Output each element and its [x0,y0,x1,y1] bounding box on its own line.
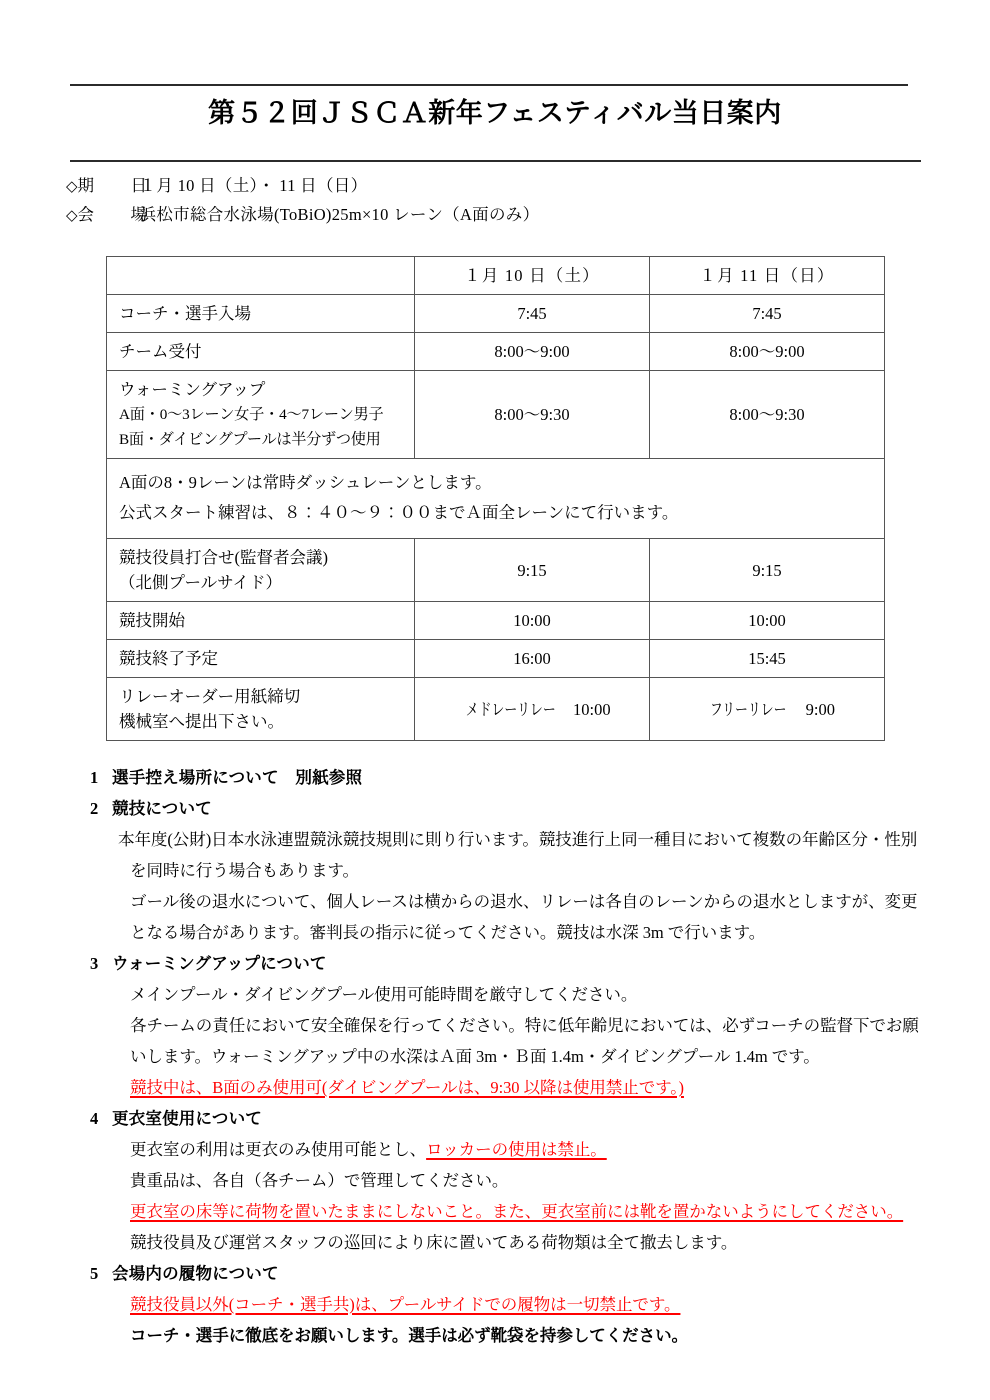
row-label-group [107,539,414,601]
note-heading-3 [90,948,920,979]
row-label: ウォーミングアップ [119,380,266,399]
header-cell-day2: １月 11 日（日） [699,266,835,285]
table-row [107,333,885,371]
note-paragraph-mixed [90,1134,920,1165]
meta-row-venue [66,201,539,230]
table-row [107,640,885,678]
row-subline-1: （北側プールサイド） [119,573,283,592]
table-row [107,295,885,333]
diamond-icon: ◇ [66,208,78,224]
note-heading-4 [90,1103,920,1134]
diamond-icon: ◇ [66,179,78,195]
header-rule-top [70,84,908,86]
relay-day1-cell [415,691,649,728]
table-note-row [107,459,885,539]
row-label: コーチ・選手入場 [119,304,251,323]
row-day1-value: 16:00 [513,649,551,668]
note-alert-paragraph [90,1196,920,1227]
note-paragraph: メインプール・ダイビングプール使用可能時間を厳守してください。 [130,985,638,1004]
note-heading-text-3: ウォーミングアップについて [112,954,327,973]
note-heading-text-2: 競技について [112,799,212,818]
note-paragraph: 貴重品は、各自（各チーム）で管理してください。 [130,1171,509,1190]
relay-day2-time: 9:00 [805,699,835,719]
paragraph-black-text: 更衣室の利用は更衣のみ使用可能とし、 [130,1140,427,1159]
row-day1-value: 8:00〜9:00 [494,342,570,361]
note-emphasis-paragraph: コーチ・選手に徹底をお願いします。選手は必ず靴袋を持参してください。 [130,1326,688,1345]
table-row [107,602,885,640]
meta-label-venue: 会 場 [77,205,158,224]
row-label-group [107,678,414,740]
row-day1-value: 9:15 [517,560,547,580]
relay-day1-time: 10:00 [573,699,611,719]
note-alert-paragraph [90,1289,920,1320]
note-paragraph: 本年度(公財)日本水泳連盟競泳競技規則に則り行います。競技進行上同一種目において複数の年齢区分・性別を同時に行う場合もあります。 [118,830,918,880]
row-label: 競技開始 [119,611,185,630]
note-paragraph: 競技役員及び運営スタッフの巡回により床に置いてある荷物類は全て撤去します。 [130,1233,738,1252]
row-day2-value: 8:00〜9:30 [729,405,805,424]
row-day2-value: 15:45 [748,649,786,668]
row-day2-value: 9:15 [752,560,782,580]
meta-label-date: 期 日 [77,176,158,195]
row-label: 競技役員打合せ(監督者会議) [119,548,328,567]
alert-text: 競技中は、B面のみ使用可(ダイビングプールは、9:30 以降は使用禁止です。) [130,1078,684,1097]
relay-day2-name: フリーリレー [709,699,787,719]
header-cell-blank [107,270,414,282]
note-number-5: 5 [90,1264,99,1283]
event-meta [66,172,539,230]
meta-value-venue: 浜松市総合水泳場(ToBiO)25m×10 レーン（A面のみ） [139,205,540,224]
note-number-3: 3 [90,954,99,973]
note-heading-text-1: 選手控え場所について 別紙参照 [112,768,363,787]
row-day2-value: 7:45 [752,304,782,323]
alert-text: 競技役員以外(コーチ・選手共)は、プールサイドでの履物は一切禁止です。 [130,1295,681,1314]
row-day1-value: 10:00 [513,611,551,630]
relay-day1-name: メドレーリレー [466,699,557,719]
row-label: 競技終了予定 [119,649,218,668]
note-heading-1 [90,762,920,793]
row-label: リレーオーダー用紙締切 [119,687,301,706]
note-heading-text-5: 会場内の履物について [112,1264,279,1283]
row-subline-1: A面・0〜3レーン女子・4〜7レーン男子 [119,406,384,423]
note-number-2: 2 [90,799,99,818]
note-number-4: 4 [90,1109,99,1128]
header-rule-bottom [70,160,921,162]
row-day2-value: 8:00〜9:00 [729,342,805,361]
row-day1-value: 7:45 [517,304,547,323]
row-label: チーム受付 [119,342,202,361]
table-header-row [107,257,885,295]
alert-text: 更衣室の床等に荷物を置いたままにしないこと。また、更衣室前には靴を置かないようにしてください。 [130,1202,904,1221]
note-alert-paragraph [90,1072,920,1103]
meta-row-date [66,172,539,201]
table-relay-row [107,678,885,741]
page-title: 第５２回ＪＳＣＡ新年フェスティバル当日案内 [208,98,782,128]
meta-value-date: １月 10 日（土）・ 11 日（日） [139,176,368,195]
note-heading-text-4: 更衣室使用について [112,1109,262,1128]
schedule-table [106,256,885,741]
note-number-1: 1 [90,768,99,787]
row-day2-value: 10:00 [748,611,786,630]
row-subline-1: 機械室へ提出下さい。 [119,712,284,731]
note-heading-5 [90,1258,920,1289]
relay-day2-cell [650,691,884,728]
note-heading-2 [90,793,920,824]
table-row [107,371,885,459]
row-subline-2: B面・ダイビングプールは半分ずつ使用 [119,431,381,448]
dash-lane-note-line1: A面の8・9レーンは常時ダッシュレーンとします。 [119,473,492,492]
header-cell-day1: １月 10 日（土） [464,266,600,285]
notes-section [90,762,920,1351]
note-paragraph: 各チームの責任において安全確保を行ってください。特に低年齢児においては、必ずコーチの監督下でお願いします。ウォーミングアップ中の水深はＡ面 3m・Ｂ面 1.4m・ダイビングプール 1.4m です。 [130,1016,919,1066]
alert-text: ロッカーの使用は禁止。 [426,1140,607,1159]
dash-lane-note-line2: 公式スタート練習は、８：４０〜９：００までＡ面全レーンにて行います。 [119,503,679,522]
table-row [107,539,885,602]
dash-lane-note [107,459,884,538]
note-paragraph: ゴール後の退水について、個人レースは横からの退水、リレーは各自のレーンからの退水としますが、変更となる場合があります。審判長の指示に従ってください。競技は水深 3m で行います。 [130,892,918,942]
row-day1-value: 8:00〜9:30 [494,405,570,424]
row-label-group [107,371,414,458]
